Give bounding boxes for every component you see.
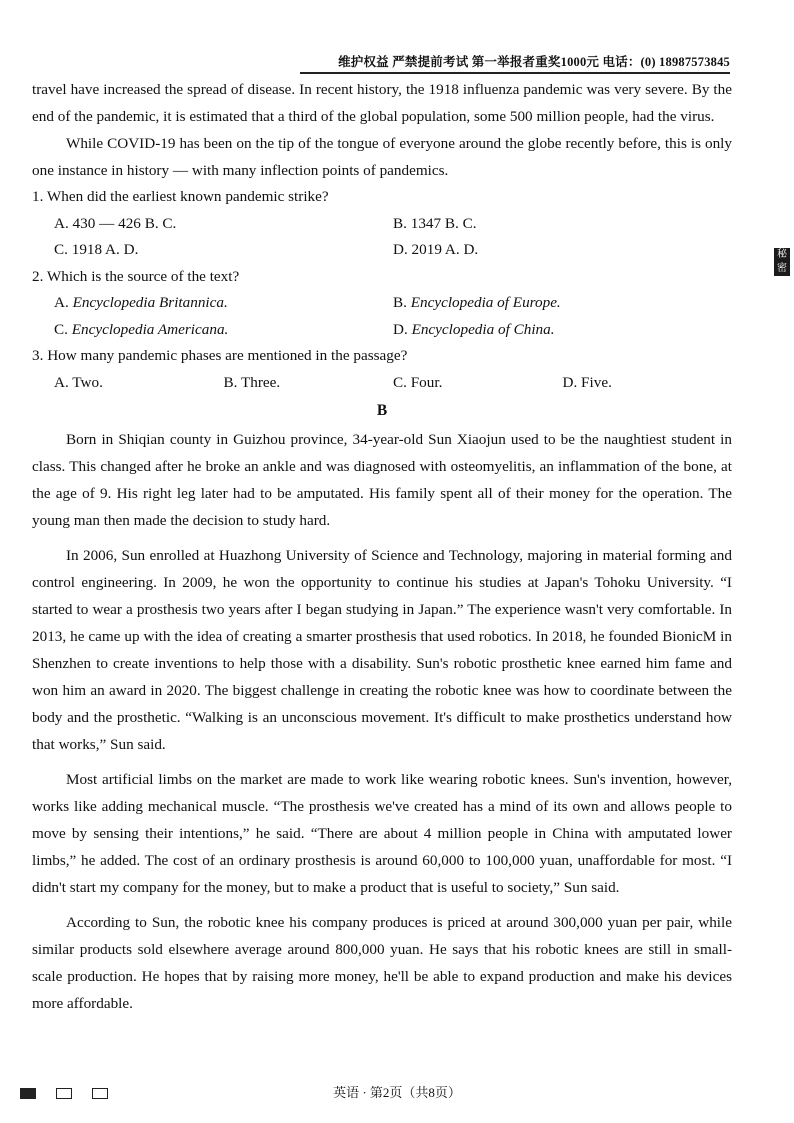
question-2 [32, 264, 732, 344]
page-content [32, 76, 732, 1017]
question-3-option-d: D. Five. [562, 373, 612, 391]
question-1-option-a: A. 430 — 426 B. C. [54, 214, 177, 232]
passage-a-tail-paragraph-2: While COVID-19 has been on the tip of the tongue of everyone around the globe recently before, this is only one instance in history — with many inflection points of pandemics. [32, 135, 732, 179]
question-2-option-b [393, 290, 732, 317]
question-2-option-b-letter: B. [393, 294, 411, 311]
passage-a-tail-paragraph-1: travel have increased the spread of disease. In recent history, the 1918 influenza pandemic was very severe. By the end of the pandemic, it is estimated that a third of the global population, some 500 million people, had the virus. [32, 81, 732, 125]
question-1-options [32, 211, 732, 264]
question-3-option-a: A. Two. [54, 373, 103, 391]
page-number: 英语 · 第2页（共8页） [333, 1085, 461, 1100]
question-2-option-a-letter: A. [54, 294, 73, 311]
section-b-paragraph-4: According to Sun, the robotic knee his company produces is priced at around 300,000 yuan per pair, while similar products sold elsewhere average around 800,000 yuan. He says that his robotic knees are still in small-scale production. He hopes that by raising more money, he'll be able to expand production and make his devices more affordable. [32, 914, 732, 1012]
question-2-option-a [54, 290, 393, 317]
question-3 [32, 343, 732, 396]
question-2-option-c-letter: C. [54, 320, 72, 338]
confidential-side-tab-label: 秘密 [777, 249, 787, 274]
section-b-paragraph-1: Born in Shiqian county in Guizhou province, 34-year-old Sun Xiaojun used to be the naughtiest student in class. This changed after he broke an ankle and was diagnosed with osteomyelitis, an inflammation of the bone, at the age of 9. His right leg later had to be amputated. His family spent all of their money for the operation. The young man then made the decision to study hard. [32, 431, 732, 529]
section-b-title: B [376, 402, 388, 419]
question-1-option-b: B. 1347 B. C. [393, 214, 477, 232]
question-3-option-c: C. Four. [393, 373, 443, 391]
question-3-option-b: B. Three. [223, 373, 281, 391]
page-footer [0, 1080, 794, 1102]
section-b-paragraph-2: In 2006, Sun enrolled at Huazhong University of Science and Technology, majoring in material forming and control engineering. In 2009, he won the opportunity to continue his studies at Japan's Tohoku University. “I started to wear a prosthesis two years after I began studying in Japan.” The experience wasn't very comfortable. In 2013, he came up with the idea of creating a smarter prosthesis that used robotics. In 2018, he founded BionicM in Shenzhen to create inventions to help those with a disability. Sun's robotic prosthetic knee earned him fame and won him an award in 2020. The biggest challenge in creating the robotic knee was how to coordinate between the body and the prosthetic. “Walking is an unconscious movement. It's difficult to make prosthetics understand how that works,” Sun said. [32, 547, 732, 753]
question-2-option-a-title: Encyclopedia Britannica. [72, 294, 228, 311]
question-2-option-d-letter: D. [393, 320, 412, 338]
exam-notice-header [300, 52, 730, 74]
section-b-paragraph-3: Most artificial limbs on the market are made to work like wearing robotic knees. Sun's invention, however, works like adding mechanical muscle. “The prosthesis we've created has a mind of its own and allows people to move by sensing their intentions,” he said. “There are about 4 million people in China with amputated lower limbs,” he added. The cost of an ordinary prosthesis is around 60,000 to 100,000 yuan, unaffordable for most. “I didn't start my company for the money, but to make a product that is useful to society,” Sun said. [32, 771, 732, 896]
question-1-option-d: D. 2019 A. D. [393, 241, 479, 258]
question-2-option-c-title: Encyclopedia Americana. [71, 320, 229, 338]
question-3-stem: 3. How many pandemic phases are mentioned in the passage? [32, 347, 408, 364]
question-1 [32, 184, 732, 264]
question-2-option-b-title: Encyclopedia of Europe. [410, 294, 561, 311]
question-1-stem: 1. When did the earliest known pandemic strike? [32, 188, 329, 205]
question-2-option-d [393, 317, 732, 344]
question-2-option-d-title: Encyclopedia of China. [411, 320, 555, 338]
confidential-side-tab [774, 248, 790, 276]
question-2-stem: 2. Which is the source of the text? [32, 267, 240, 285]
question-2-option-c [54, 317, 393, 344]
question-2-options [32, 290, 732, 343]
exam-notice-text: 维护权益 严禁提前考试 第一举报者重奖1000元 电话：(0) 18987573845 [338, 55, 730, 69]
question-3-options [32, 370, 732, 397]
question-1-option-c: C. 1918 A. D. [54, 241, 139, 258]
